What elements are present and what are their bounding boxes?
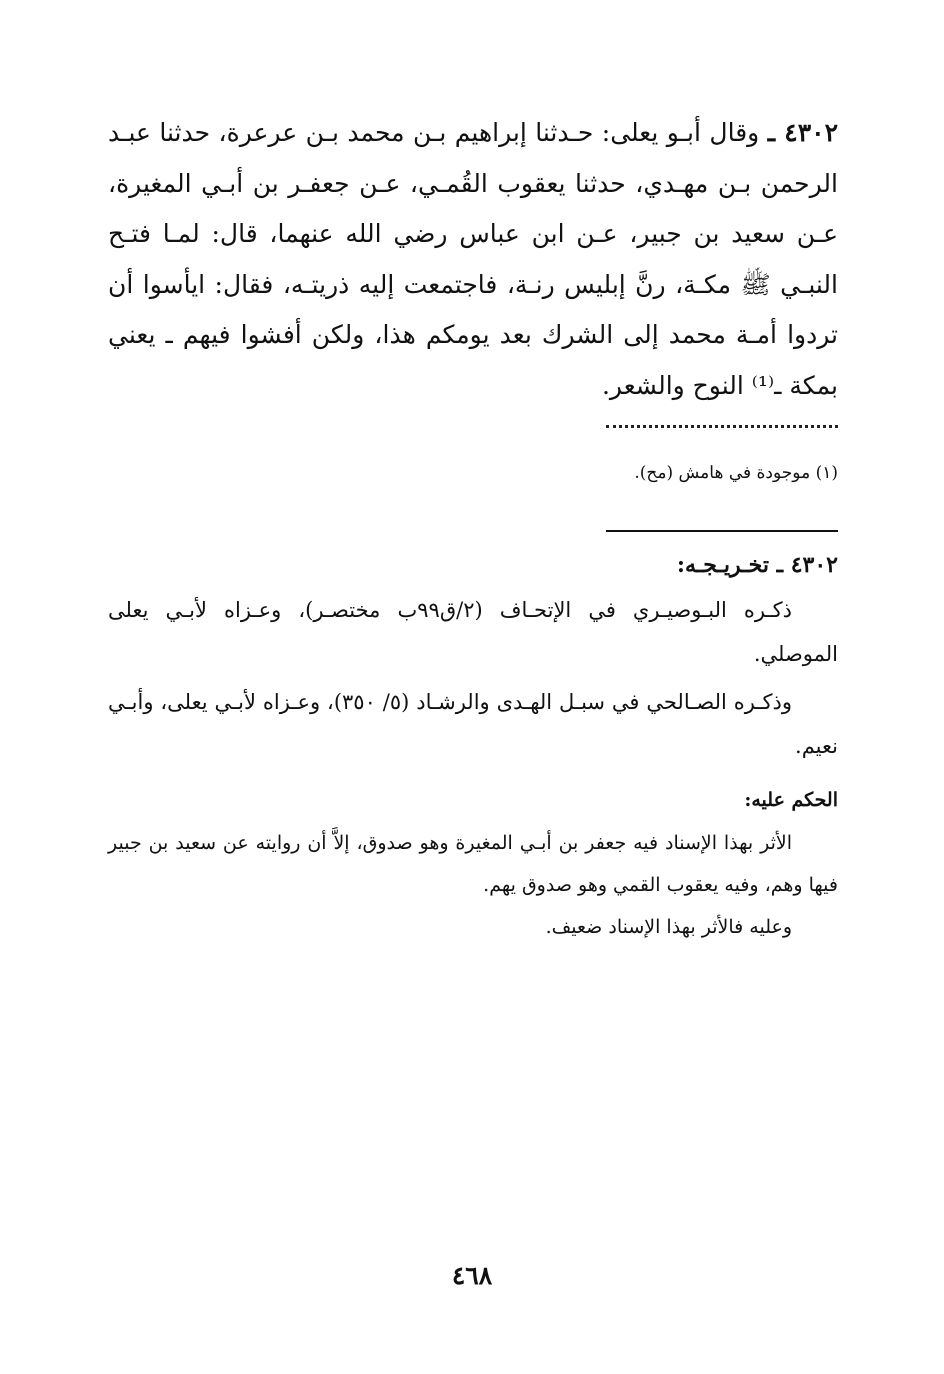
footnote: (١) موجودة في هامش (مح). xyxy=(634,463,838,483)
hadith-paragraph xyxy=(108,108,838,411)
hukm-paragraph-2: وعليه فالأثر بهذا الإسناد ضعيف. xyxy=(545,916,792,938)
takhrij-paragraph-1: ذكـره البـوصيـري في الإتحـاف (٢/ق٩٩ب مختصـر)، وعـزاه لأبـي يعلى الموصلي. xyxy=(108,598,838,666)
section-separator-line xyxy=(606,530,838,532)
page-number: ٤٦٨ xyxy=(451,1261,493,1290)
hukm-body xyxy=(108,822,838,948)
takhrij-body xyxy=(108,588,838,772)
footnote-dotted-separator xyxy=(606,425,838,432)
hukm-paragraph-1: الأثر بهذا الإسناد فيه جعفر بن أبـي المغيرة وهو صدوق، إلاَّ أن روايته عن سعيد بن جبير فيها وهم، وفيه يعقوب القمي وهو صدوق يهم. xyxy=(108,832,838,896)
hadith-number: ٤٣٠٢ ـ xyxy=(767,118,838,147)
takhrij-heading: ٤٣٠٢ ـ تخـريـجـه: xyxy=(676,552,838,578)
takhrij-paragraph-2: وذكـره الصـالحي في سبـل الهـدى والرشـاد (٥/ ٣٥٠)، وعـزاه لأبـي يعلى، وأبـي نعيم. xyxy=(108,690,838,758)
hukm-heading: الحكم عليه: xyxy=(744,789,838,811)
hadith-text: وقال أبـو يعلى: حـدثنا إبراهيم بـن محمد بـن عرعرة، حدثنا عبـد الرحمن بـن مهـدي، حدثنا يعقوب القُمـي، عـن جعفـر بن أبـي المغيرة، عـن سعيد بن جبير، عـن ابن عباس رضي الله عنهما، قال: لمـا فتـح النبـي ﷺ مكـة، رنَّ إبليس رنـة، فاجتمعت إليه ذريتـه، فقال: ايأسوا أن تردوا أمـة محمد إلى الشرك بعد يومكم هذا، ولكن أفشوا فيهم ـ يعني بمكة ـ⁽¹⁾ النوح والشعر. xyxy=(108,118,838,400)
